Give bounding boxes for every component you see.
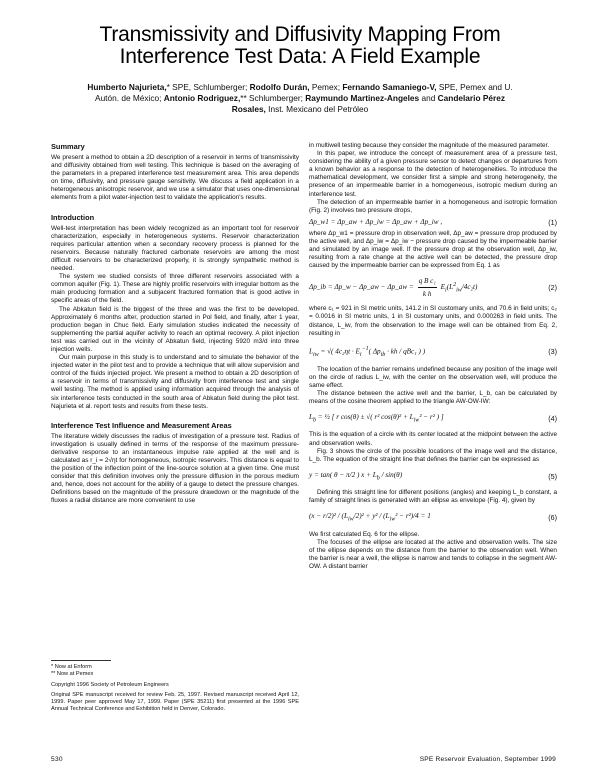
equation-4-number: (4) [548,413,557,423]
author-affiliation: Inst. Mexicano del Petróleo [265,104,369,114]
equation-6-body: $(x - r/2)^2 / (L_{iw}/2)^2 + y^2 / (L_{iw}^2 - r^2)/4 = 1$ [309,512,431,523]
author-line-3 [44,104,556,115]
author-affiliation: ** Schlumberger; [240,93,306,103]
intro-paragraph-2: The system we studied consists of three different reservoirs associated with a common aquifer (Fig. 1). These are highly prolific reservoirs with irregular bottom as the main producing formation and a subjacent fractured formation that is good active in specific areas of the field. [51,273,299,305]
influence-heading: Interference Test Influence and Measurement Areas [51,420,232,430]
summary-paragraph: We present a method to obtain a 2D description of a reservoir in terms of transmissivity and diffusivity obtained from well testing. This technique is based on the averaging of the parameters in a prepared interference test measurement area. This area depends on time, diffusivity, and pressure gauge sensitivity. We discuss a field application in a heterogeneous anisotropic reservoir, and we use a simulator that uses one-dimensional elements from a pilot water-injection test to validate the application's results. [51,154,299,202]
right-paragraph-9: Fig. 3 shows the circle of the possible locations of the image well and the distance, L_b. The equation of the straight line that defines the barrier can be expressed as [309,447,557,463]
intro-paragraph-4: Our main purpose in this study is to understand and to simulate the behavior of the injected water in the pilot test and to provide a technique that will allow supervision and control of the fluids injected project. We present a method to obtain a 2D description of a reservoir in terms of transmissivity and diffusivity from interference test and single well testing. The method is applied using information acquired through the analysis of six interference tests conducted in the south area of Abkatun field during the pilot test. Najurieta et al. report tests and results from these tests. [51,354,299,410]
intro-paragraph-3: The Abkatun field is the biggest of the three and was the first to be developed. Approximately 6 months after, production started in Pol field, and finally, after 1 year, production began in Chuc field. Early simulation studies indicated the necessity of supplementing the partial aquifer activity to reach an optimal recovery. A pilot injection test was carried out in the vicinity of Abkatun field, injecting 5920 m3/d into three injection wells. [51,305,299,353]
equation-4 [309,411,557,426]
author-affiliation: and [419,93,438,103]
left-column [51,142,299,506]
right-paragraph-7: The distance between the active well and the barrier, L_b, can be calculated by means of the cosine theorem applied to the triangle AW-OW-IW: [309,389,557,405]
equation-3 [309,343,557,361]
equation-2-number: (2) [548,282,557,292]
right-paragraph-10: Defining this straight line for different positions (angles) and keeping L_b constant, a family of straight lines is generated with an ellipse as envelope (Fig. 4), given by [309,489,557,505]
equation-3-number: (3) [548,346,557,356]
right-paragraph-12: The focuses of the ellipse are located at the active and observation wells. The size of the ellipse depends on the distance from the barrier to the observation well. When the barrier is near a well, the ellipse is narrow and tends to collapse in the segment AW-OW. A distant barrier [309,538,557,571]
equation-5-number: (5) [548,471,557,481]
author-line-1 [44,82,556,93]
author-affiliation: SPE, Pemex and U. [436,82,513,92]
author-line-2 [44,93,556,104]
right-paragraph-8: This is the equation of a circle with its center located at the midpoint between the active and observation wells. [309,431,557,447]
equation-5-body: y = tan( θ − π/2 ) $x + L_b / \sin(\theta)$ [309,470,403,482]
author-name: Candelario Pérez [437,93,505,103]
author-name: Humberto Najurieta, [87,82,167,92]
equation-1 [309,218,557,227]
footnote-1: * Now at Enform [51,664,92,670]
equation-1-body: Δp_w1 = Δp_aw + Δp_iw = Δp_aw + Δp_iw , [309,217,443,226]
right-paragraph-3: The detection of an impermeable barrier in a homogeneous and isotropic formation (Fig. 2) involves two pressure drops, [309,198,557,214]
summary-heading: Summary [51,142,85,151]
right-paragraph-5: where c₁ = 921 in SI metric units, 141.2 in SI customary units, and 70.6 in field units; c₂ = 0.0016 in SI metric units, 1 in SI customary units, and 0.000263 in field units. The distance, L_iw, from the observation to the image well can be obtained from Eq. 2, resulting in [309,305,557,337]
right-paragraph-11: We first calculated Eq. 6 for the ellipse. [309,530,420,538]
author-affiliation: * SPE, Schlumberger; [166,82,250,92]
author-name: Rodolfo Durán, [249,82,310,92]
equation-1-number: (1) [548,217,557,227]
author-name: Raymundo Martinez-Angeles [305,93,420,103]
copyright-notice: Copyright 1996 Society of Petroleum Engineers [51,682,169,688]
title-line-1: Transmissivity and Diffusivity Mapping From [99,23,501,46]
right-paragraph-1: in multiwell testing because they consider the magnitude of the measured parameter. [309,142,550,149]
author-block [44,82,556,115]
title-line-2: Interference Test Data: A Field Example [119,45,481,68]
equation-2-fraction: $\frac{\text{q B c₁}}{\text{k h}}$ [418,277,436,299]
right-paragraph-4: where Δp_w1 = pressure drop in observation well, Δp_aw = pressure drop produced by the active well, and Δp_iw = Δp_iw − pressure drop caused by the impermeable barrier and simulated by an image well. If the pressure drop at the observation well, Δp_iw, resulting from a rate change at the active well can be detected, the pressure drop caused by the impermeable barrier can be expressed from Eq. 1 as [309,229,557,270]
author-name: Rosales, [231,104,266,114]
equation-2-body: Δp_ib = Δp_w − Δp_aw − Δp_aw = $\frac{\text{q B c₁}}{\text{k h}}$ $E_i(L^2_{iw}/4c_2t)$ [309,277,478,299]
equation-6 [309,510,557,525]
equation-2-left: Δp_ib = Δp_w − Δp_aw − Δp_aw = [309,283,416,292]
author-affiliation: Pemex; [309,82,343,92]
intro-paragraph-1: Well-test interpretation has been widely recognized as an important tool for reservoir characterization, especially in heterogeneous systems. Reservoir characterization requires particular attention when a secondary recovery process is planned for the reservoirs. Because naturally fractured carbonate reservoirs are among the most difficult reservoirs to be characterized properly, it is strongly sympathetic method is needed. [51,224,299,273]
page-number: 530 [51,756,63,763]
right-paragraph-6: The location of the barrier remains undefined because any position of the image well on the circle of radius L_iw, with the center on the observation well, will produce the same effect. [309,365,557,389]
footnote-2: ** Now at Pemex [51,671,94,677]
journal-footer: SPE Reservoir Evaluation, September 1999 [419,756,556,763]
footnotes [51,660,299,713]
equation-3-body: $L_{iw}$ = √( $4c_2\eta t \cdot E_i^{-1}$( $\Delta p_{ib}$ · kh / qBc₁ ) ) [309,345,426,358]
equation-5 [309,469,557,484]
equation-6-number: (6) [548,513,557,523]
footnote-rule [51,660,111,661]
author-affiliation: Autón. de México; [95,93,164,103]
author-name: Antonio Rodriguez, [163,93,241,103]
author-name: Fernando Samaniego-V, [342,82,437,92]
right-column [309,142,557,571]
influence-paragraph: The literature widely discusses the radius of investigation of a pressure test. Radius of investigation is usually defined in terms of the response of the maximum pressure-derivative response to an instantaneous impulse rate applied at the well and is calculated as r_i = 2√ηt for homogeneous, isotropic reservoirs. This distance is equal to the position of the inflection point of the line-source solution at a given time. One must consider that this definition involves only the pressure diffusion in the porous medium and, hence, does not account for the ability of a gauge to detect the pressure changes. Definitions based on the magnitude of the pressure drawdown or the magnitude of the fluxes a radial distance are more convenient to use [51,432,299,505]
equation-2 [309,275,557,300]
introduction-heading: Introduction [51,212,95,222]
manuscript-note: Original SPE manuscript received for review Feb. 25, 1997. Revised manuscript received April 12, 1999. Paper peer approved May 17, 1999. Paper (SPE 35211) first presented at the 1996 SPE Annual Technical Conference and Exhibition held in Denver, Colorado. [51,692,299,712]
paper-title [40,24,560,68]
equation-4-body: $L_b$ = ½ [ r cos(θ) ± √( r² $\cos(\theta)^2 + L_{iw}^2 - r^2$ ) ] [309,412,444,424]
right-paragraph-2: In this paper, we introduce the concept of measurement area of a pressure test, considering the ability of a given pressure sensor to detect changes or departures from a known behavior as a response to the detection of heterogeneities. To introduce the mathematical development, we consider first a simple and strong heterogeneity, the presence of an impermeable barrier in a homogeneous, isotropic medium during an interference test. [309,150,557,198]
